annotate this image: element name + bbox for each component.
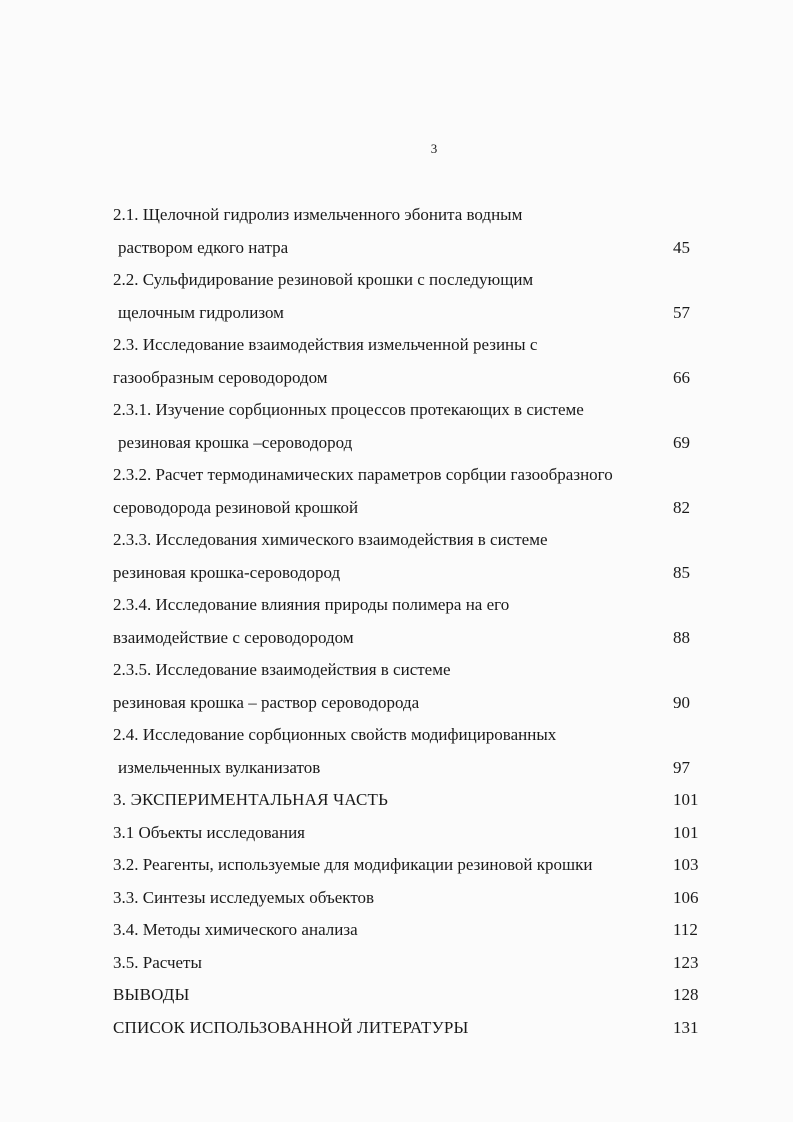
toc-entry-text: газообразным сероводородом [113,367,328,387]
toc-line [0,557,793,590]
toc-entry-text: 2.3.5. Исследование взаимодействия в системе [113,660,451,679]
page-number: 3 [430,141,438,156]
toc-entry-text: резиновая крошка-сероводород [113,562,341,582]
toc-line [0,232,793,265]
toc-line [0,427,793,460]
toc-entry-text: ВЫВОДЫ [113,985,190,1004]
toc-entry-text: сероводорода резиновой крошкой [113,497,359,517]
table-of-contents [0,199,793,1044]
toc-line [0,719,793,752]
toc-entry-text: СПИСОК ИСПОЛЬЗОВАННОЙ ЛИТЕРАТУРЫ [113,1017,469,1037]
toc-entry-text: резиновая крошка – раствор сероводорода [113,692,420,712]
toc-entry-page: 103 [673,855,699,874]
toc-entry-text: 2.3.3. Исследования химического взаимодействия в системе [113,530,548,549]
toc-entry-text: 3. ЭКСПЕРИМЕНТАЛЬНАЯ ЧАСТЬ [113,790,389,809]
toc-line [0,1012,793,1045]
toc-entry-page: 88 [673,627,690,647]
toc-line [0,784,793,817]
toc-entry-page: 112 [673,920,698,939]
toc-entry-text: 3.5. Расчеты [113,952,202,972]
toc-entry-page: 57 [673,302,690,322]
toc-entry-page: 97 [673,757,690,777]
toc-entry-page: 45 [673,237,690,257]
toc-line [0,297,793,330]
toc-line [0,752,793,785]
toc-entry-text: 2.1. Щелочной гидролиз измельченного эбонита водным [113,205,523,224]
toc-entry-text: резиновая крошка –сероводород [118,432,353,452]
toc-entry-text: 2.3. Исследование взаимодействия измельченной резины с [113,335,538,354]
toc-line [0,459,793,492]
toc-entry-text: взаимодействие с сероводородом [113,627,354,647]
toc-line [0,524,793,557]
toc-line [0,329,793,362]
toc-entry-text: 3.2. Реагенты, используемые для модификации резиновой крошки [113,855,593,874]
toc-line [0,589,793,622]
toc-line [0,914,793,947]
toc-entry-text: раствором едкого натра [118,237,289,257]
toc-line [0,492,793,525]
toc-entry-page: 106 [673,887,699,907]
toc-entry-text: 2.3.4. Исследование влияния природы полимера на его [113,595,510,614]
toc-entry-page: 131 [673,1017,699,1037]
toc-entry-page: 123 [673,952,699,972]
toc-entry-text: 2.3.2. Расчет термодинамических параметров сорбции газообразного [113,465,613,484]
toc-line [0,979,793,1012]
toc-line [0,394,793,427]
toc-entry-text: 3.3. Синтезы исследуемых объектов [113,887,375,907]
toc-entry-text: 2.4. Исследование сорбционных свойств модифицированных [113,725,557,744]
toc-entry-text: щелочным гидролизом [118,302,284,322]
toc-entry-page: 69 [673,432,690,452]
toc-line [0,362,793,395]
toc-line [0,199,793,232]
toc-line [0,687,793,720]
toc-line [0,817,793,850]
toc-line [0,947,793,980]
toc-line [0,622,793,655]
toc-line [0,654,793,687]
toc-entry-text: 3.1 Объекты исследования [113,822,305,842]
toc-line [0,264,793,297]
toc-entry-text: 2.2. Сульфидирование резиновой крошки с последующим [113,270,534,289]
toc-line [0,849,793,882]
toc-entry-page: 66 [673,367,690,387]
toc-entry-text: 3.4. Методы химического анализа [113,920,358,939]
toc-entry-page: 82 [673,497,690,517]
toc-line [0,882,793,915]
toc-entry-page: 85 [673,562,690,582]
toc-entry-text: 2.3.1. Изучение сорбционных процессов протекающих в системе [113,400,584,419]
toc-entry-page: 90 [673,692,690,712]
toc-entry-page: 101 [673,822,699,842]
toc-entry-page: 101 [673,790,699,809]
toc-entry-text: измельченных вулканизатов [118,757,321,777]
toc-entry-page: 128 [673,985,699,1004]
